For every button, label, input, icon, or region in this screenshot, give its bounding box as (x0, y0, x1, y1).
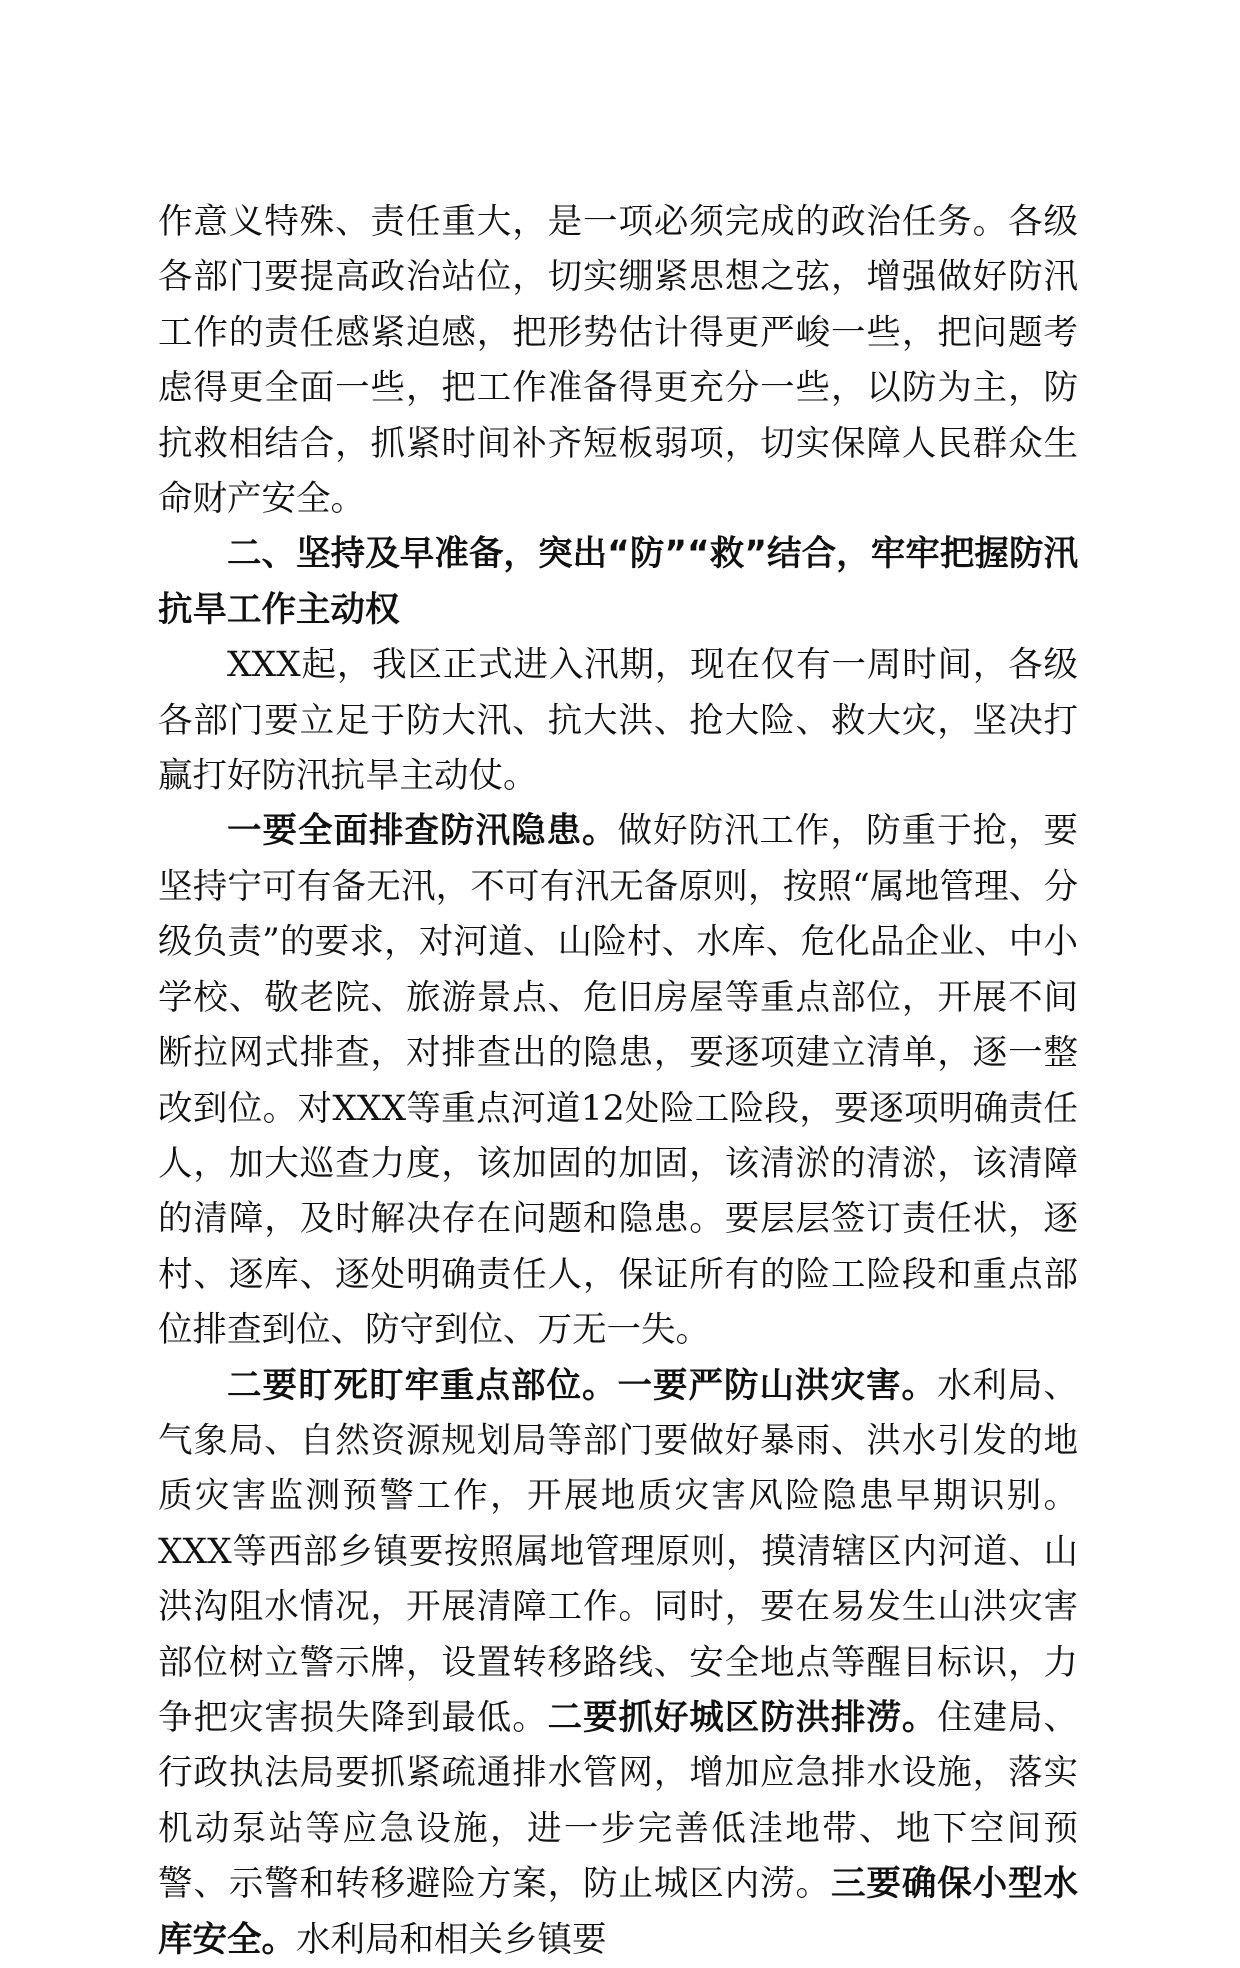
paragraph-item-1 (158, 804, 1078, 1358)
item-2-sub-3-lead: 三要确保小型水库安全。 (158, 1864, 1079, 1960)
document-page (158, 195, 1078, 1968)
item-2-sub-1-lead: 一要严防山洪灾害。 (617, 1365, 937, 1406)
item-2-lead: 二要盯死盯牢重点部位。 (227, 1365, 618, 1406)
item-1-body: 做好防汛工作，防重于抢，要坚持宁可有备无汛，不可有汛无备原则，按照“属地管理、分级负责”的要求，对河道、山险村、水库、危化品企业、中小学校、敬老院、旅游景点、危旧房屋等重点部位，开展不间断拉网式排查，对排查出的隐患，要逐项建立清单，逐一整改到位。对XXX等重点河道12处险工险段，要逐项明确责任人，加大巡查力度，该加固的加固，该清淤的清淤，该清障的清障，及时解决存在问题和隐患。要层层签订责任状，逐村、逐库、逐处明确责任人，保证所有的险工险段和重点部位排查到位、防守到位、万无一失。 (158, 811, 1078, 1351)
item-2-sub-2-lead: 二要抓好城区防洪排涝。 (547, 1697, 938, 1738)
item-2-sub-3-body: 水利局和相关乡镇要 (296, 1919, 607, 1960)
paragraph-item-2 (158, 1359, 1078, 1968)
paragraph-continuation: 作意义特殊、责任重大，是一项必须完成的政治任务。各级各部门要提高政治站位，切实绷紧思想之弦，增强做好防汛工作的责任感紧迫感，把形势估计得更严峻一些，把问题考虑得更全面一些，把工作准备得更充分一些，以防为主，防抗救相结合，抓紧时间补齐短板弱项，切实保障人民群众生命财产安全。 (158, 202, 1078, 520)
section-heading: 二、坚持及早准备，突出“防”“救”结合，牢牢把握防汛抗旱工作主动权 (158, 534, 1078, 630)
item-2-sub-2-body: 住建局、行政执法局要抓紧疏通排水管网，增加应急排水设施，落实机动泵站等应急设施，进一步完善低洼地带、地下空间预警、示警和转移避险方案，防止城区内涝。 (158, 1697, 1079, 1905)
item-2-sub-1-body: 水利局、气象局、自然资源规划局等部门要做好暴雨、洪水引发的地质灾害监测预警工作，开展地质灾害风险隐患早期识别。XXX等西部乡镇要按照属地管理原则，摸清辖区内河道、山洪沟阻水情况，开展清障工作。同时，要在易发生山洪灾害部位树立警示牌，设置转移路线、安全地点等醒目标识，力争把灾害损失降到最低。 (158, 1365, 1078, 1738)
item-1-lead: 一要全面排查防汛隐患。 (227, 811, 618, 852)
paragraph-intro: XXX起，我区正式进入汛期，现在仅有一周时间，各级各部门要立足于防大汛、抗大洪、抢大险、救大灾，坚决打赢打好防汛抗旱主动仗。 (158, 645, 1078, 797)
